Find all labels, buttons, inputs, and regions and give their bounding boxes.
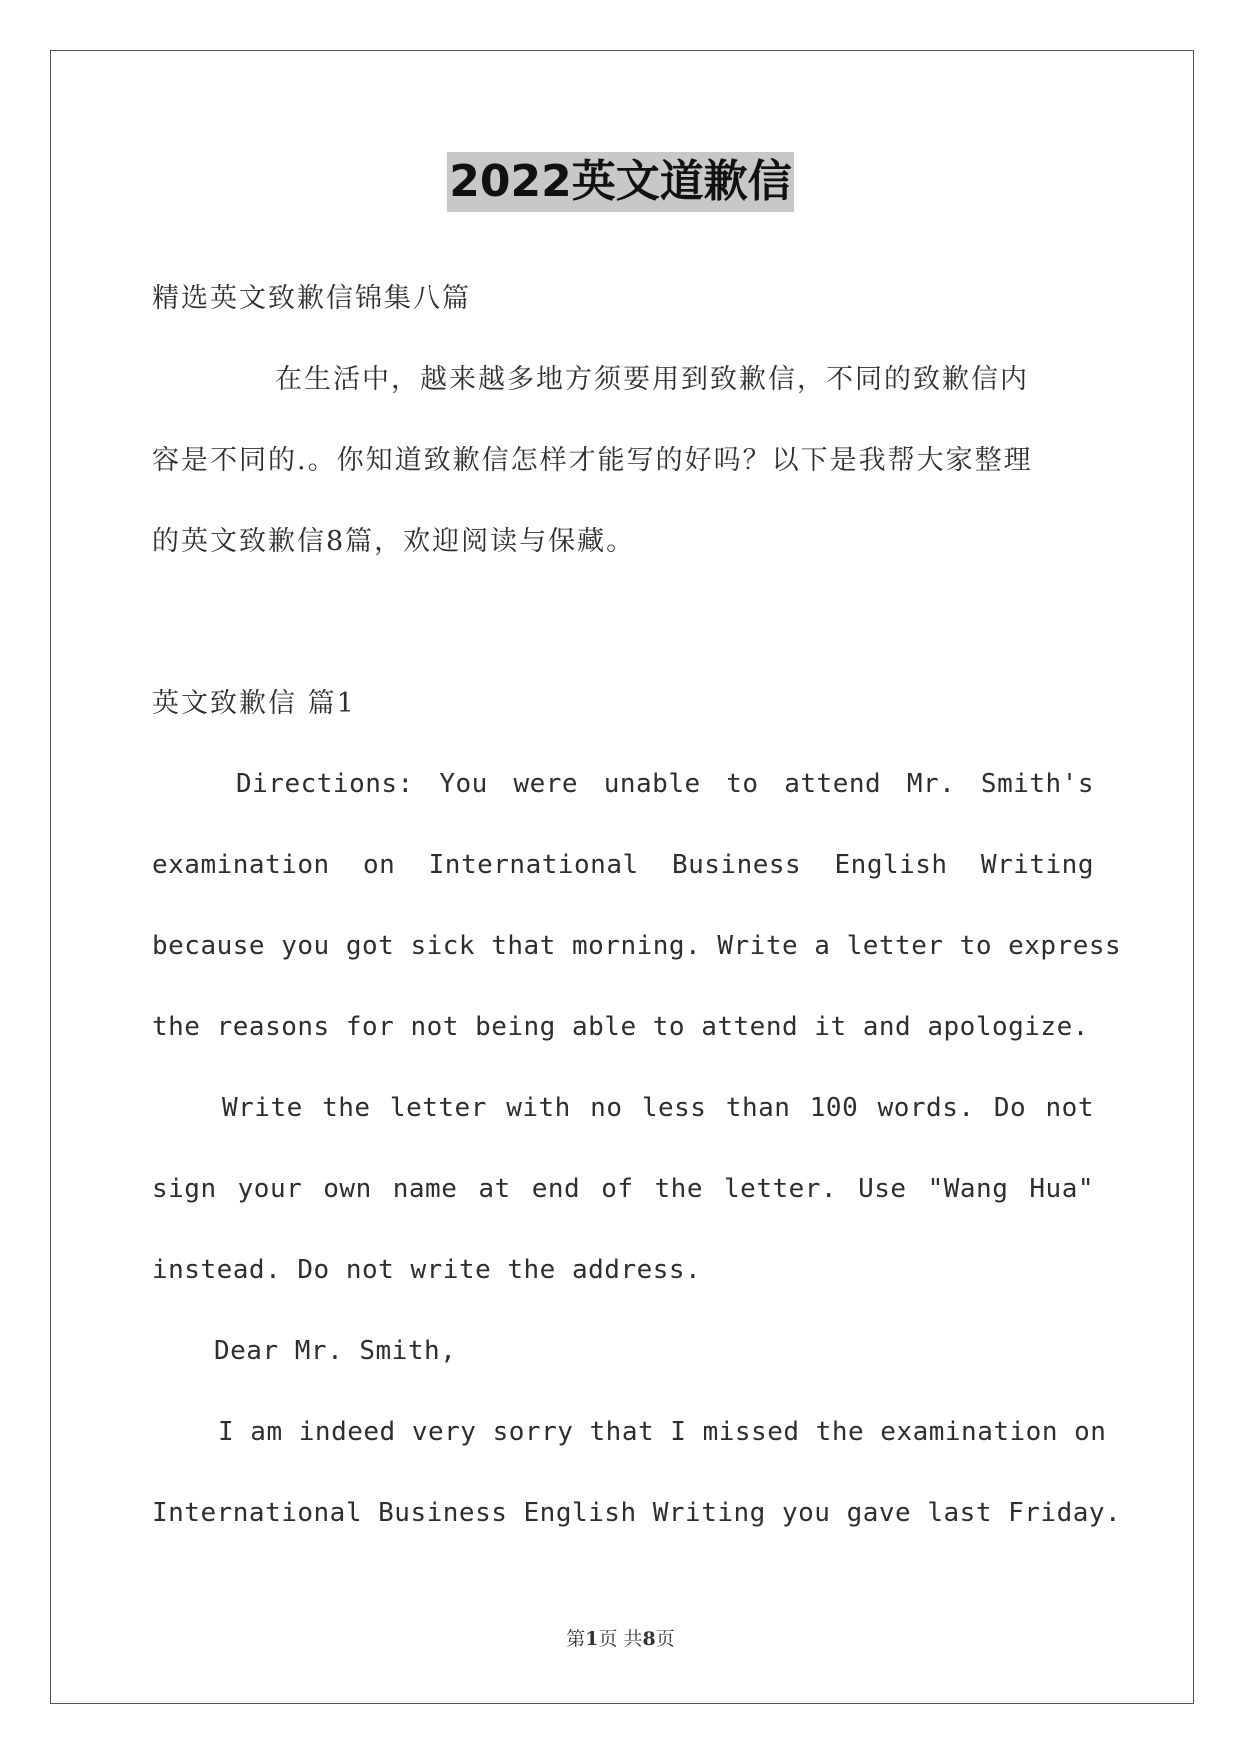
directions-line-3: because you got sick that morning. Write a letter to express	[152, 931, 1122, 961]
body-line-2: International Business English Writing you gave last Friday.	[152, 1498, 1122, 1528]
intro-line-2: 容是不同的.。你知道致歉信怎样才能写的好吗？以下是我帮大家整理	[152, 445, 1033, 476]
document-title: 2022英文道歉信	[447, 152, 793, 212]
footer-middle: 页 共	[598, 1628, 643, 1650]
directions-line-1: Directions: You were unable to attend Mr. Smith's	[236, 769, 1094, 799]
footer-total-pages: 8	[642, 1628, 656, 1650]
document-body	[152, 258, 1122, 1554]
document-subtitle: 精选英文致歉信锦集八篇	[152, 283, 471, 314]
directions-line-4: the reasons for not being able to attend it and apologize.	[152, 1012, 1089, 1042]
title-container	[0, 152, 1241, 212]
intro-line-1: 在生活中，越来越多地方须要用到致歉信，不同的致歉信内	[275, 364, 1029, 395]
page-footer	[0, 1624, 1241, 1651]
footer-current-page: 1	[585, 1628, 599, 1650]
requirements-line-3: instead. Do not write the address.	[152, 1255, 702, 1285]
intro-line-3: 的英文致歉信8篇，欢迎阅读与保藏。	[152, 526, 636, 557]
section-heading: 英文致歉信 篇1	[152, 688, 356, 719]
footer-prefix: 第	[566, 1628, 586, 1650]
spacer	[152, 582, 1094, 663]
salutation: Dear Mr. Smith,	[214, 1336, 457, 1366]
body-line-1: I am indeed very sorry that I missed the examination on	[218, 1417, 1107, 1447]
footer-suffix: 页	[655, 1628, 675, 1650]
requirements-line-1: Write the letter with no less than 100 words. Do not	[222, 1093, 1094, 1123]
requirements-line-2: sign your own name at end of the letter. Use "Wang Hua"	[152, 1174, 1094, 1204]
directions-line-2: examination on International Business English Writing	[152, 850, 1094, 880]
